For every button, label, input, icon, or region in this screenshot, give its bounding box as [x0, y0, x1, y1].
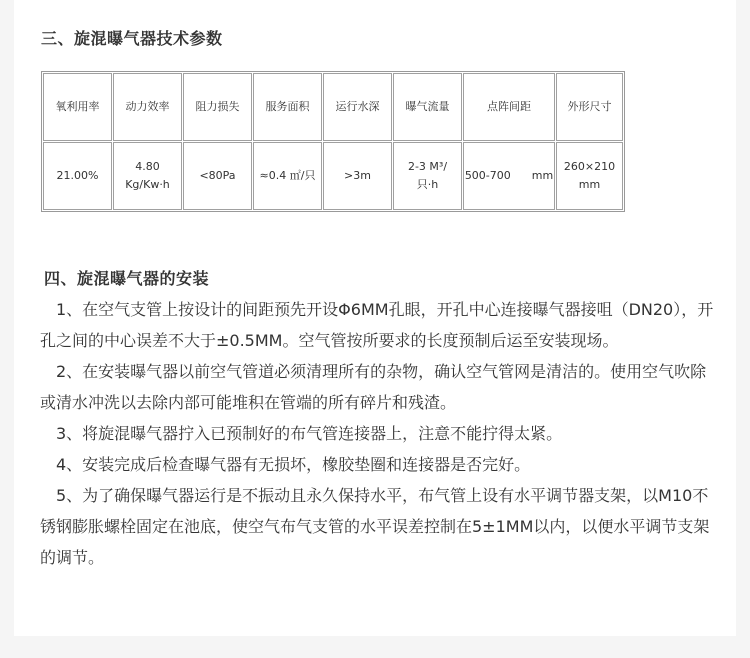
table-header-cell: 点阵间距 [463, 73, 555, 141]
table-cell [253, 142, 322, 210]
table-header-cell: 曝气流量 [393, 73, 462, 141]
section-title-specs: 三、旋混曝气器技术参数 [41, 29, 223, 48]
section-title-installation: 四、旋混曝气器的安装 [44, 269, 210, 288]
paragraph: 1、在空气支管上按设计的间距预先开设Φ6MM孔眼，开孔中心连接曝气器接咀（DN20），开孔之间的中心误差不大于±0.5MM。空气管按所要求的长度预制后运至安装现场。 [40, 300, 714, 350]
paragraph: 3、将旋混曝气器拧入已预制好的布气管连接器上，注意不能拧得太紧。 [56, 424, 563, 443]
table-header-cell: 氧利用率 [43, 73, 112, 141]
cell-line: >3m [344, 169, 371, 182]
cell-line: 500-700 mm [464, 169, 554, 182]
table-cell [43, 142, 112, 210]
paragraph: 5、为了确保曝气器运行是不振动且永久保持水平，布气管上设有水平调节器支架，以M10不锈钢膨胀螺栓固定在池底，使空气布气支管的水平误差控制在5±1MM以内，以便水平调节支架的调节。 [40, 486, 710, 567]
table-cell [463, 142, 555, 210]
table-cell [113, 142, 182, 210]
table-cell [183, 142, 252, 210]
table-cell [323, 142, 392, 210]
cell-line: ≈0.4 ㎡/只 [259, 169, 316, 182]
table-header-cell: 动力效率 [113, 73, 182, 141]
table-header-cell: 阻力损失 [183, 73, 252, 141]
specs-table [41, 71, 625, 212]
cell-line: Kg/Kw·h [125, 178, 170, 191]
cell-line: mm [578, 178, 601, 191]
cell-line: 只·h [416, 178, 439, 191]
table-header-cell: 外形尺寸 [556, 73, 623, 141]
table-header-row [43, 73, 623, 141]
table-header-cell: 运行水深 [323, 73, 392, 141]
installation-text [40, 294, 720, 573]
table-row [43, 142, 623, 210]
table-header-cell: 服务面积 [253, 73, 322, 141]
paragraph: 2、在安装曝气器以前空气管道必须清理所有的杂物，确认空气管网是清洁的。使用空气吹除或清水冲洗以去除内部可能堆积在管端的所有碎片和残渣。 [40, 362, 707, 412]
cell-line: <80Pa [199, 169, 236, 182]
cell-line: 260×210 [563, 160, 616, 173]
table-cell [556, 142, 623, 210]
cell-line: 4.80 [135, 160, 160, 173]
table-cell [393, 142, 462, 210]
cell-line: 21.00% [56, 169, 99, 182]
paragraph: 4、安装完成后检查曝气器有无损坏，橡胶垫圈和连接器是否完好。 [56, 455, 531, 474]
cell-line: 2-3 M³/ [407, 160, 448, 173]
